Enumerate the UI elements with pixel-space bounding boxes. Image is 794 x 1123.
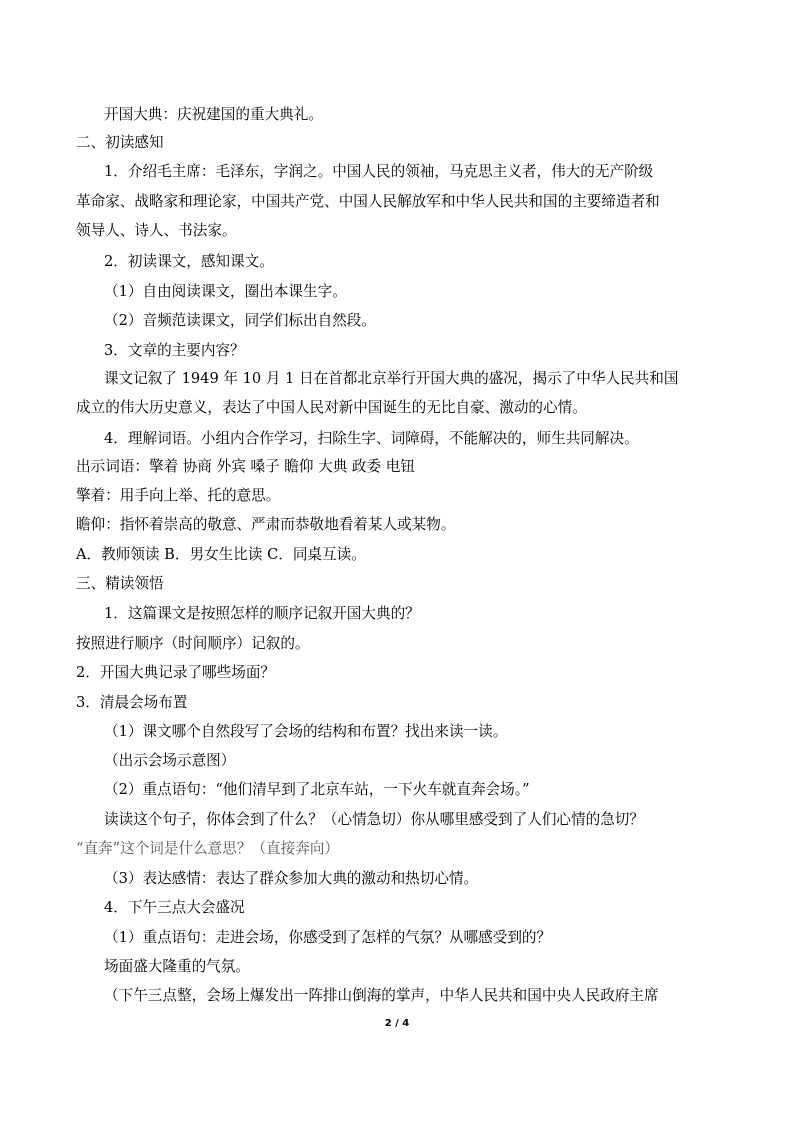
text-line: 读读这个句子，你体会到了什么？（心情急切）你从哪里感受到了人们心情的急切？: [104, 811, 644, 828]
text-line: 革命家、战略家和理论家，中国共产党、中国人民解放军和中华人民共和国的主要缔造者和: [76, 193, 660, 210]
text-line: 场面盛大隆重的气氛。: [104, 958, 250, 975]
text-line: （1）自由阅读课文，圈出本课生字。: [104, 283, 347, 300]
text-line: A．教师领读 B．男女生比读 C．同桌互读。: [76, 546, 366, 563]
text-line: 开国大典：庆祝建国的重大典礼。: [104, 106, 323, 123]
text-line: 4．理解词语。小组内合作学习，扫除生字、词障碍，不能解决的，师生共同解决。: [104, 430, 639, 447]
text-line: 瞻仰：指怀着崇高的敬意、严肃而恭敬地看着某人或某物。: [76, 516, 456, 533]
text-line: （下午三点整，会场上爆发出一阵排山倒海的掌声，中华人民共和国中央人民政府主席: [104, 987, 659, 1004]
text-line: 课文记叙了 1949 年 10 月 1 日在首都北京举行开国大典的盛况，揭示了中华人民共和国: [104, 370, 679, 387]
text-line: 1．这篇课文是按照怎样的顺序记叙开国大典的？: [104, 605, 420, 622]
text-line: （2）音频范读课文，同学们标出自然段。: [104, 312, 376, 329]
text-line: 领导人、诗人、书法家。: [76, 222, 237, 239]
section-heading: 二、初读感知: [76, 134, 164, 151]
text-line: 成立的伟大历史意义，表达了中国人民对新中国诞生的无比自豪、激动的心情。: [76, 399, 587, 416]
text-line: 按照进行顺序（时间顺序）记叙的。: [76, 635, 310, 652]
text-line: 2．初读课文，感知课文。: [104, 253, 274, 270]
text-line: 3．清晨会场布置: [76, 694, 188, 711]
text-line: 3．文章的主要内容？: [104, 342, 245, 359]
text-line: （1）重点语句：走进会场，你感受到了怎样的气氛？从哪感受到的？: [104, 929, 552, 946]
text-line: 1．介绍毛主席：毛泽东，字润之。中国人民的领袖，马克思主义者，伟大的无产阶级: [104, 163, 654, 180]
text-line: 4．下午三点大会盛况: [104, 899, 245, 916]
text-line: （出示会场示意图）: [104, 752, 236, 769]
text-line: 出示词语：擎着 协商 外宾 嗓子 瞻仰 大典 政委 电钮: [76, 458, 415, 475]
text-line: 擎着：用手向上举、托的意思。: [76, 487, 281, 504]
text-line: “直奔”这个词是什么意思？（直接奔向）: [76, 840, 340, 857]
text-line: （1）课文哪个自然段写了会场的结构和布置？找出来读一读。: [104, 723, 508, 740]
text-line: （2）重点语句：“他们清早到了北京车站，一下火车就直奔会场。”: [104, 781, 530, 798]
page-number: 2 / 4: [384, 1018, 410, 1029]
text-line: （3）表达感情：表达了群众参加大典的激动和热切心情。: [104, 870, 479, 887]
section-heading: 三、精读领悟: [76, 575, 164, 592]
text-line: 2．开国大典记录了哪些场面？: [76, 664, 276, 681]
